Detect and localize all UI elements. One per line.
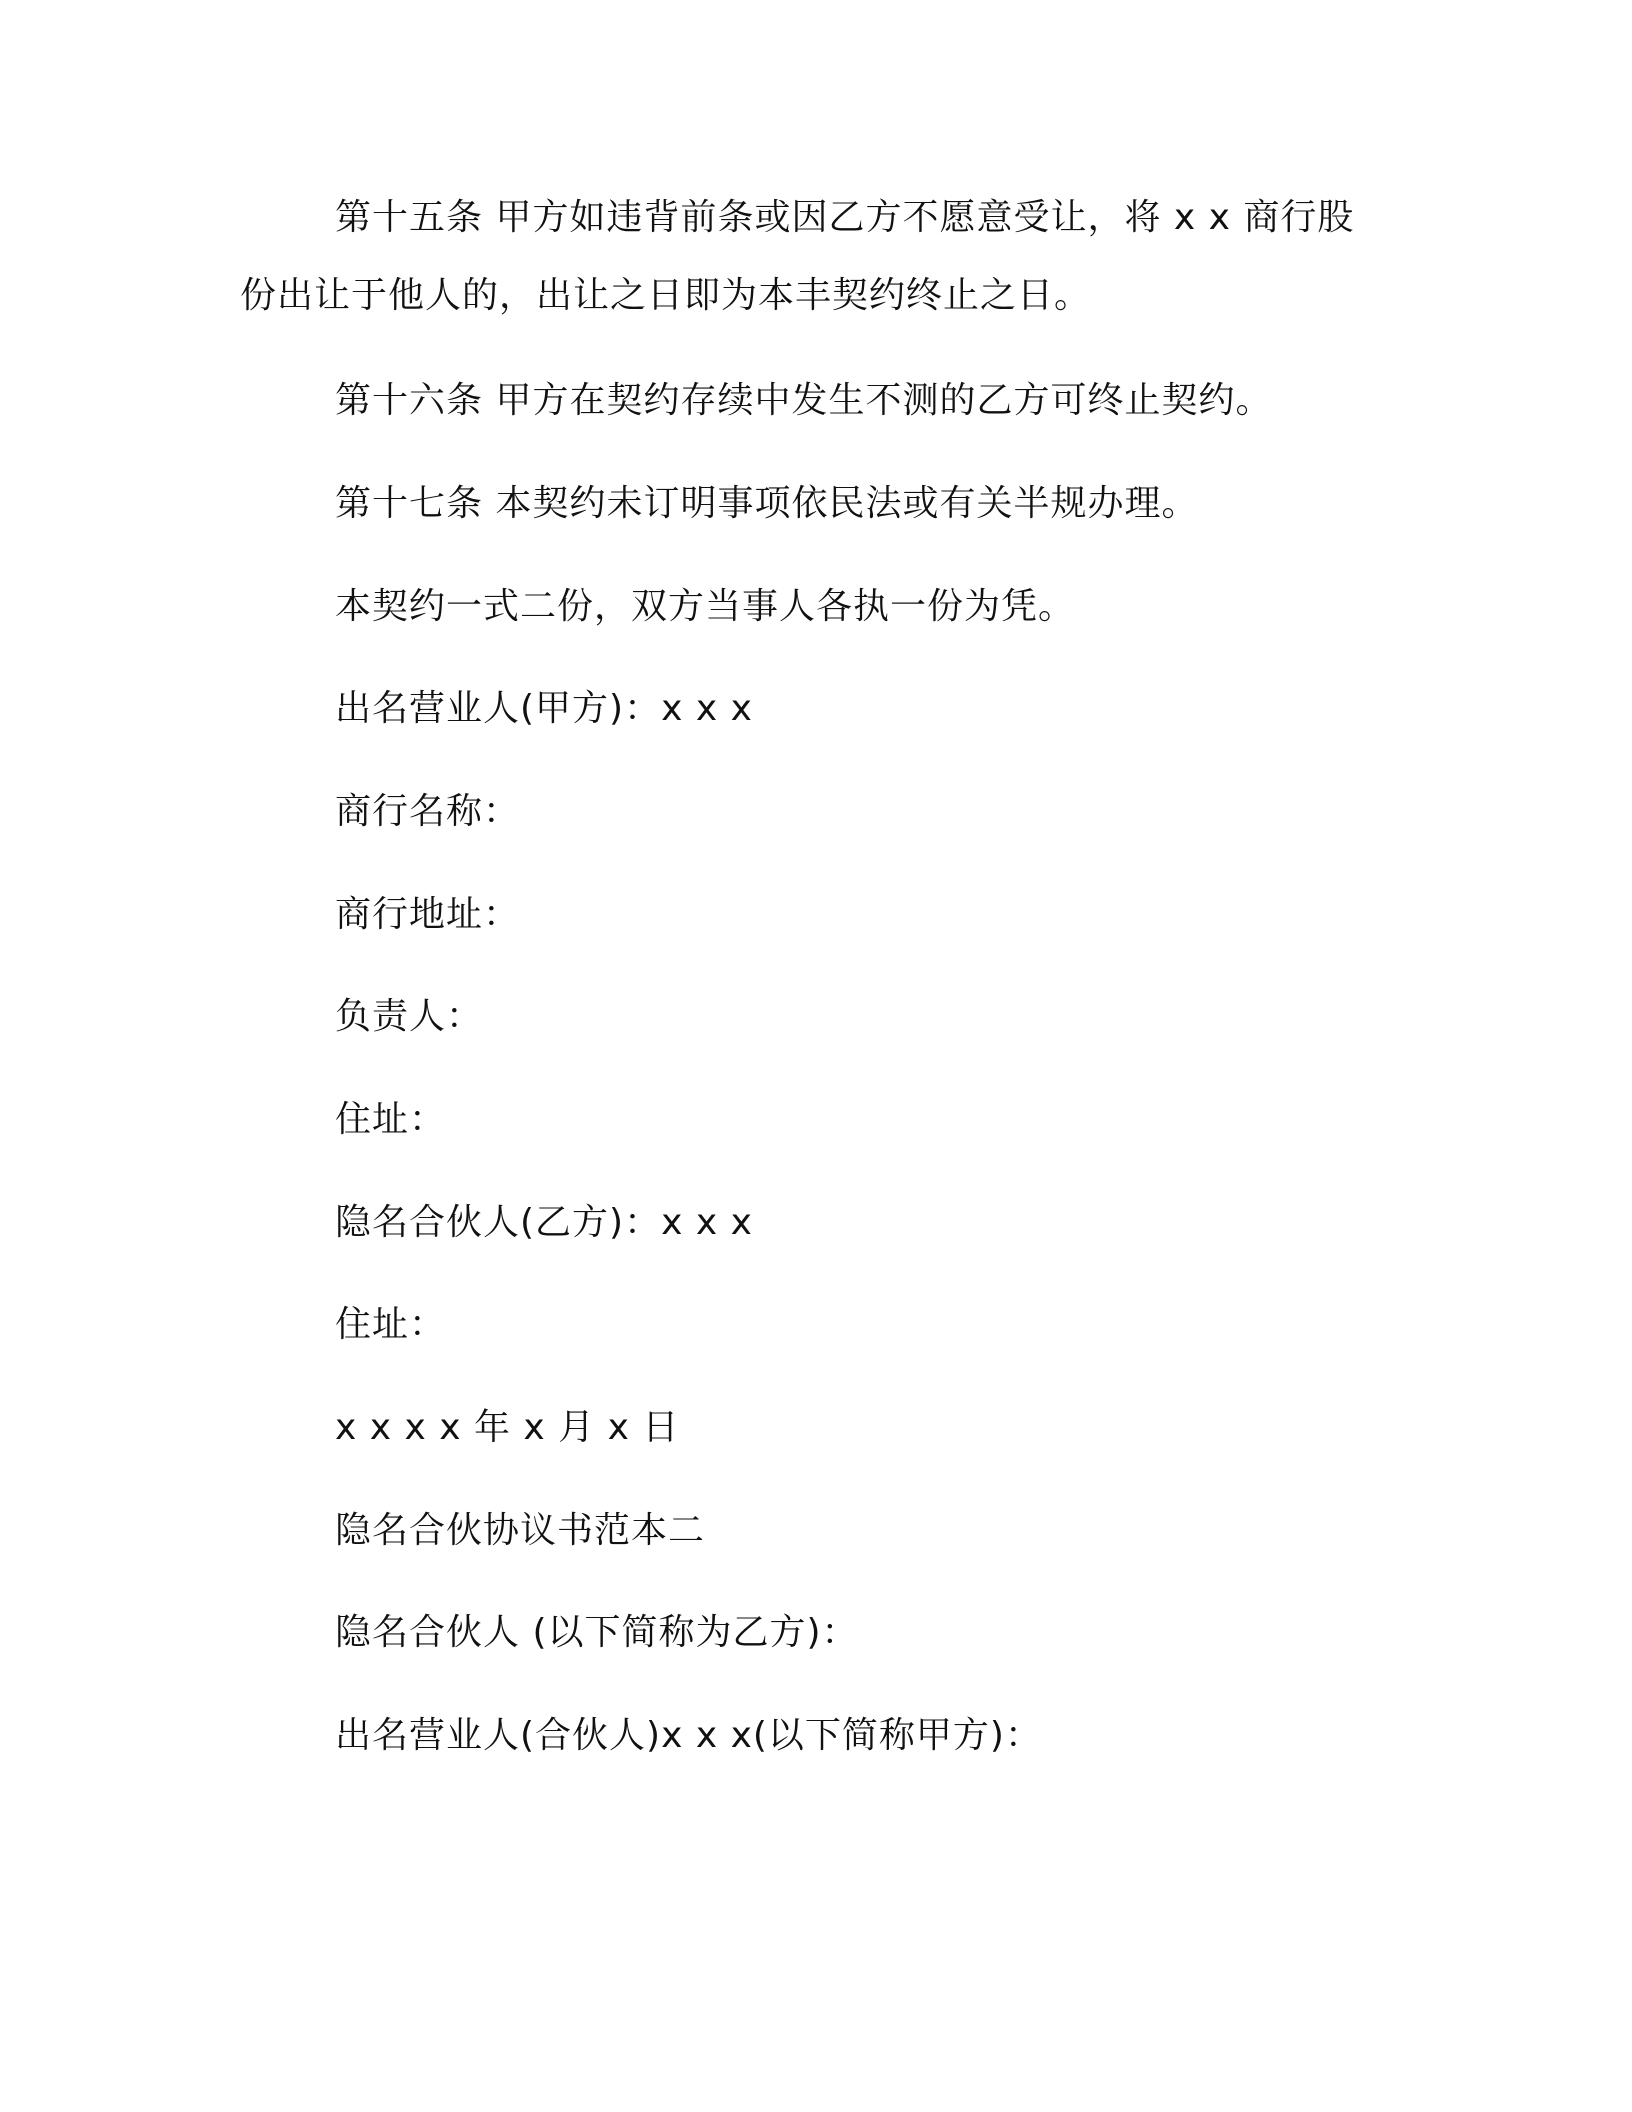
clause-17: 第十七条 本契约未订明事项依民法或有关半规办理。 — [335, 483, 1199, 524]
copies-statement: 本契约一式二份，双方当事人各执一份为凭。 — [335, 586, 1076, 627]
date-line: x x x x 年 x 月 x 日 — [335, 1407, 680, 1448]
party-b-name: 隐名合伙人(乙方)：x x x — [335, 1202, 753, 1243]
nominal-operator-line: 出名营业人(合伙人)x x x(以下简称甲方)： — [335, 1715, 1042, 1756]
clause-15: 第十五条 甲方如违背前条或因乙方不愿意受让，将 x x 商行股份出让于他人的，出让之日即为本丰契约终止之日。 — [240, 197, 1355, 316]
business-address-field: 商行地址： — [335, 894, 521, 935]
party-a-name: 出名营业人(甲方)：x x x — [335, 688, 753, 729]
responsible-person-field: 负责人： — [335, 996, 484, 1037]
clause-16: 第十六条 甲方在契约存续中发生不测的乙方可终止契约。 — [335, 380, 1273, 421]
section-title: 隐名合伙协议书范本二 — [335, 1510, 706, 1551]
party-b-address-field: 住址： — [335, 1304, 447, 1345]
party-a-address-field: 住址： — [335, 1099, 447, 1140]
business-name-field: 商行名称： — [335, 791, 521, 832]
silent-partner-line: 隐名合伙人 (以下简称为乙方)： — [335, 1612, 859, 1653]
